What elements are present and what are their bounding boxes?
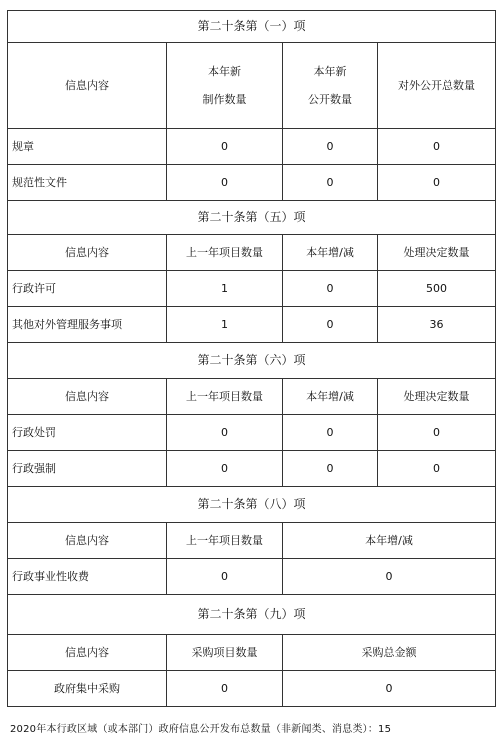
header-info-content: 信息内容 bbox=[8, 235, 167, 271]
row-label: 行政处罚 bbox=[8, 415, 167, 451]
section-title-8: 第二十条第（八）项 bbox=[8, 487, 496, 523]
row-label: 行政事业性收费 bbox=[8, 559, 167, 595]
row-value: 0 bbox=[167, 559, 283, 595]
row-value: 0 bbox=[167, 451, 283, 487]
row-value: 0 bbox=[378, 165, 496, 201]
row-value: 500 bbox=[378, 271, 496, 307]
row-label: 规范性文件 bbox=[8, 165, 167, 201]
header-procurement-count: 采购项目数量 bbox=[167, 635, 283, 671]
row-label: 政府集中采购 bbox=[8, 671, 167, 707]
header-new-published-line1: 本年新 bbox=[313, 65, 347, 79]
section-title-6: 第二十条第（六）项 bbox=[8, 343, 496, 379]
header-info-content: 信息内容 bbox=[8, 379, 167, 415]
header-previous-year-count: 上一年项目数量 bbox=[167, 523, 283, 559]
header-new-made bbox=[167, 43, 283, 129]
row-value: 0 bbox=[283, 307, 378, 343]
row-value: 0 bbox=[283, 165, 378, 201]
row-value: 0 bbox=[167, 671, 283, 707]
header-annual-change: 本年增/减 bbox=[283, 379, 378, 415]
section-title-5: 第二十条第（五）项 bbox=[8, 201, 496, 235]
row-value: 0 bbox=[283, 271, 378, 307]
row-value: 1 bbox=[167, 307, 283, 343]
row-value: 0 bbox=[283, 671, 496, 707]
header-procurement-amount: 采购总金额 bbox=[283, 635, 496, 671]
row-value: 0 bbox=[283, 559, 496, 595]
disclosure-table bbox=[7, 10, 496, 707]
row-value: 0 bbox=[283, 129, 378, 165]
row-value: 0 bbox=[283, 451, 378, 487]
row-value: 1 bbox=[167, 271, 283, 307]
header-info-content: 信息内容 bbox=[8, 523, 167, 559]
row-value: 0 bbox=[378, 415, 496, 451]
header-new-made-line1: 本年新 bbox=[208, 65, 241, 79]
row-label: 行政强制 bbox=[8, 451, 167, 487]
total-published-note: 2020年本行政区域（或本部门）政府信息公开发布总数量（非新闻类、消息类）：15 bbox=[10, 724, 392, 735]
row-value: 36 bbox=[378, 307, 496, 343]
header-info-content: 信息内容 bbox=[8, 635, 167, 671]
header-total-published: 对外公开总数量 bbox=[378, 43, 496, 129]
row-value: 0 bbox=[378, 451, 496, 487]
header-new-published-line2: 公开数量 bbox=[308, 92, 352, 106]
row-value: 0 bbox=[378, 129, 496, 165]
row-value: 0 bbox=[167, 415, 283, 451]
row-label: 行政许可 bbox=[8, 271, 167, 307]
row-value: 0 bbox=[167, 129, 283, 165]
row-label: 其他对外管理服务事项 bbox=[8, 307, 167, 343]
header-info-content: 信息内容 bbox=[8, 43, 167, 129]
header-previous-year-count: 上一年项目数量 bbox=[167, 235, 283, 271]
row-value: 0 bbox=[167, 165, 283, 201]
section-title-9: 第二十条第（九）项 bbox=[8, 595, 496, 635]
header-decision-count: 处理决定数量 bbox=[378, 379, 496, 415]
header-annual-change: 本年增/减 bbox=[283, 235, 378, 271]
header-annual-change: 本年增/减 bbox=[283, 523, 496, 559]
row-label: 规章 bbox=[8, 129, 167, 165]
section-title-1: 第二十条第（一）项 bbox=[8, 11, 496, 43]
header-new-published bbox=[283, 43, 378, 129]
header-previous-year-count: 上一年项目数量 bbox=[167, 379, 283, 415]
row-value: 0 bbox=[283, 415, 378, 451]
header-new-made-line2: 制作数量 bbox=[202, 92, 247, 106]
header-decision-count: 处理决定数量 bbox=[378, 235, 496, 271]
